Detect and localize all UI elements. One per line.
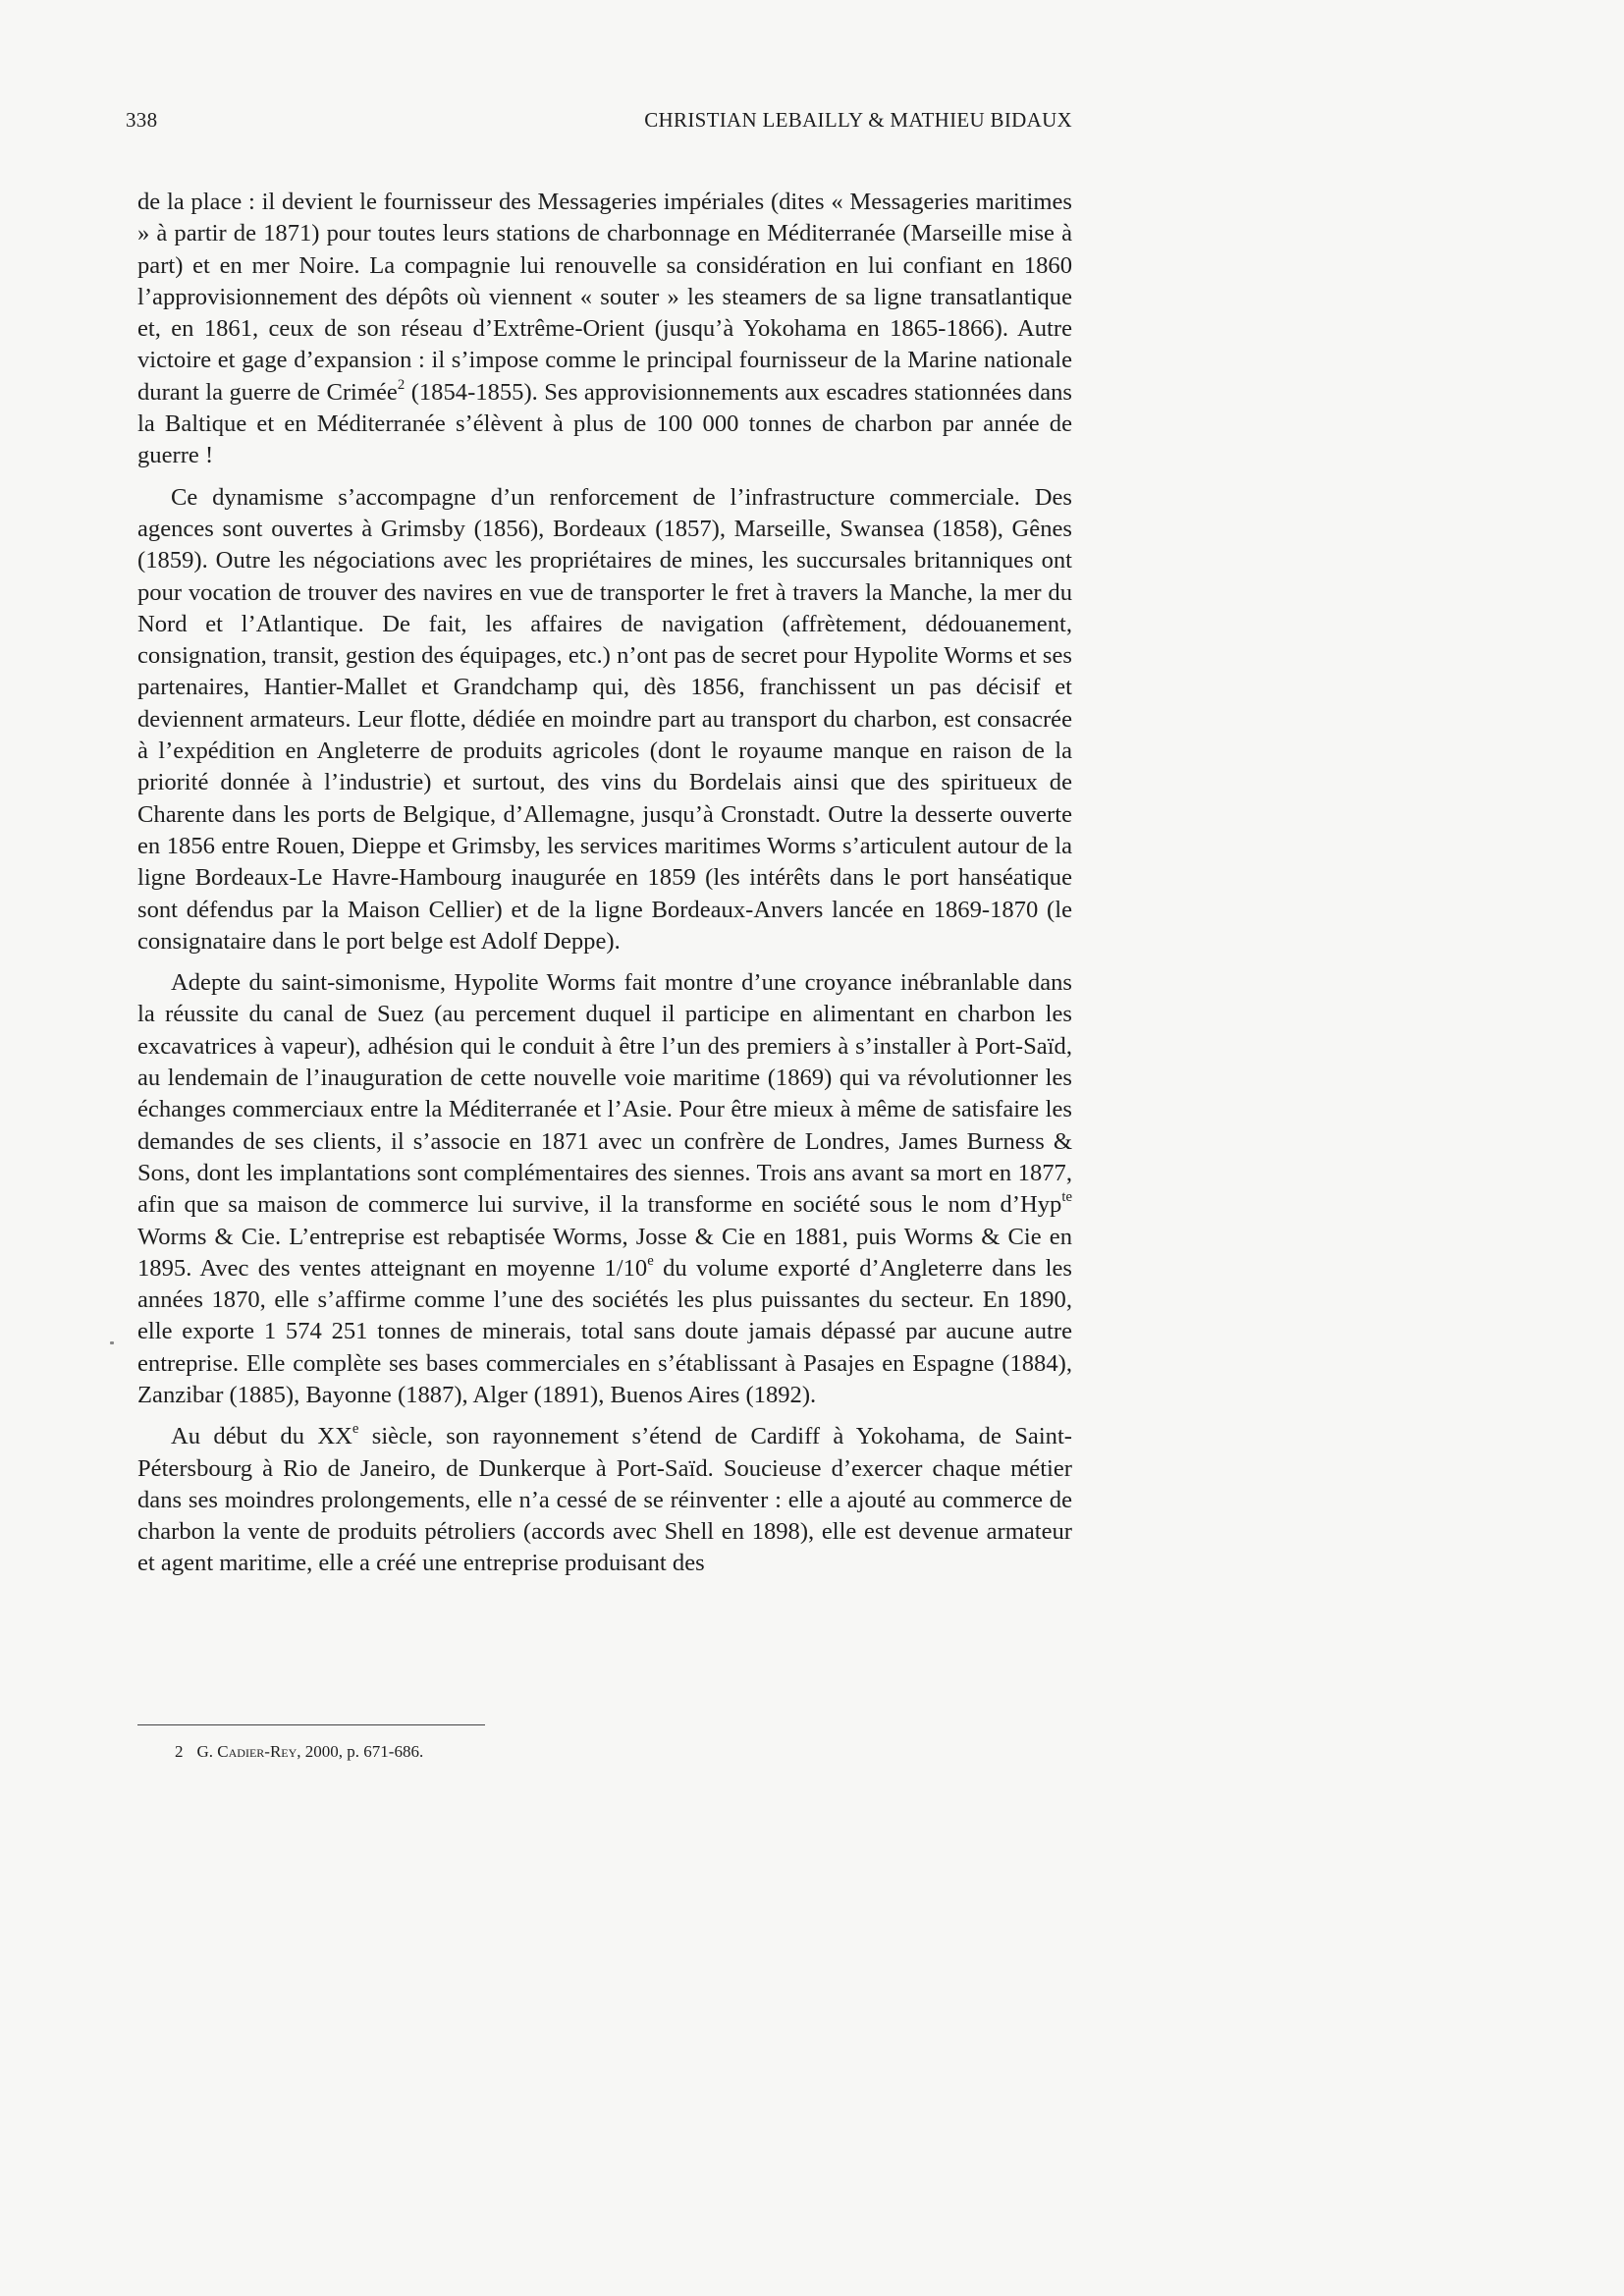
- footnote-item: [175, 1741, 1058, 1763]
- scan-artifact: [110, 1341, 114, 1344]
- superscript-century: e: [352, 1421, 359, 1438]
- paragraph-3-text-a: Adepte du saint-simonisme, Hypolite Worms fait montre d’une croyance inébranlable dans la réussite du canal de Suez (au percement duquel il participe en alimentant en charbon les excavatrices à vapeur), adhésion qui le conduit à être l’un des premiers à s’installer à Port-Saïd, au lendemain de l’inauguration de cette nouvelle voie maritime (1869) qui va révolutionner les échanges commerciaux entre la Méditerranée et l’Asie. Pour être mieux à même de satisfaire les demandes de ses clients, il s’associe en 1871 avec un confrère de Londres, James Burness & Sons, dont les implantations sont complémentaires des siennes. Trois ans avant sa mort en 1877, afin que sa maison de commerce lui survive, il la transforme en société sous le nom d’Hyp: [137, 969, 1072, 1219]
- footnote-ref-2[interactable]: 2: [397, 376, 406, 393]
- paragraph-4: [137, 1421, 1072, 1579]
- paragraph-1-text-a: de la place : il devient le fournisseur des Messageries impériales (dites « Messageries maritimes » à partir de 1871) pour toutes leurs stations de charbonnage en Méditerranée (Marseille mise à part) et en mer Noire. La compagnie lui renouvelle sa considération en lui confiant en 1860 l’approvisionnement des dépôts où viennent « souter » les steamers de sa ligne transatlantique et, en 1861, ceux de son réseau d’Extrême-Orient (jusqu’à Yokohama en 1865-1866). Autre victoire et gage d’expansion : il s’impose comme le principal fournisseur de la Marine nationale durant la guerre de Crimée: [137, 189, 1072, 406]
- paragraph-4-text-b: siècle, son rayonnement s’étend de Cardiff à Yokohama, de Saint-Pétersbourg à Rio de Janeiro, de Dunkerque à Port-Saïd. Soucieuse d’exercer chaque métier dans ses moindres prolongements, elle n’a cessé de se réinventer : elle a ajouté au commerce de charbon la vente de produits pétroliers (accords avec Shell en 1898), elle est devenue armateur et agent maritime, elle a créé une entreprise produisant des: [137, 1423, 1072, 1577]
- footnote-citation: , 2000, p. 671-686.: [297, 1742, 424, 1761]
- page-header: [126, 108, 1072, 147]
- paragraph-4-text-a: Au début du XX: [171, 1423, 352, 1450]
- footnote-divider: [137, 1724, 485, 1725]
- paragraph-1-text-b: (1854-1855). Ses approvisionnements aux escadres stationnées dans la Baltique et en Méditerranée s’élèvent à plus de 100 000 tonnes de charbon par année de guerre !: [137, 378, 1072, 469]
- footnotes: [175, 1741, 1058, 1763]
- paragraph-1: [137, 187, 1072, 472]
- running-head: CHRISTIAN LEBAILLY & MATHIEU BIDAUX: [644, 108, 1072, 132]
- footnote-author: G. Cadier-Rey: [196, 1742, 298, 1761]
- paragraph-3: [137, 967, 1072, 1411]
- superscript-e: e: [647, 1252, 654, 1269]
- body-text: [137, 187, 1072, 1590]
- paragraph-3-text-b: Worms & Cie. L’entreprise est rebaptisée Worms, Josse & Cie en 1881, puis Worms & Cie en 1895. Avec des ventes atteignant en moyenne 1/10: [137, 1223, 1072, 1282]
- page-number: 338: [126, 108, 158, 132]
- paragraph-2: Ce dynamisme s’accompagne d’un renforcement de l’infrastructure commerciale. Des agences sont ouvertes à Grimsby (1856), Bordeaux (1857), Marseille, Swansea (1858), Gênes (1859). Outre les négociations avec les propriétaires de mines, les succursales britanniques ont pour vocation de trouver des navires en vue de transporter le fret à travers la Manche, la mer du Nord et l’Atlantique. De fait, les affaires de navigation (affrètement, dédouanement, consignation, transit, gestion des équipages, etc.) n’ont pas de secret pour Hypolite Worms et ses partenaires, Hantier-Mallet et Grandchamp qui, dès 1856, franchissent un pas décisif et deviennent armateurs. Leur flotte, dédiée en moindre part au transport du charbon, est consacrée à l’expédition en Angleterre de produits agricoles (dont le royaume manque en raison de la priorité donnée à l’industrie) et surtout, des vins du Bordelais ainsi que des spiritueux de Charente dans les ports de Belgique, d’Allemagne, jusqu’à Cronstadt. Outre la desserte ouverte en 1856 entre Rouen, Dieppe et Grimsby, les services maritimes Worms s’articulent autour de la ligne Bordeaux-Le Havre-Hambourg inaugurée en 1859 (les intérêts dans le port hanséatique sont défendus par la Maison Cellier) et de la ligne Bordeaux-Anvers lancée en 1869-1870 (le consignataire dans le port belge est Adolf Deppe).: [137, 483, 1072, 955]
- paragraph-3-text-c: du volume exporté d’Angleterre dans les années 1870, elle s’affirme comme l’une des sociétés les plus puissantes du secteur. En 1890, elle exporte 1 574 251 tonnes de minerais, total sans doute jamais dépassé par aucune autre entreprise. Elle complète ses bases commerciales en s’établissant à Pasajes en Espagne (1884), Zanzibar (1885), Bayonne (1887), Alger (1891), Buenos Aires (1892).: [137, 1254, 1072, 1408]
- footnote-number: 2: [175, 1742, 184, 1761]
- superscript-te: te: [1061, 1189, 1072, 1206]
